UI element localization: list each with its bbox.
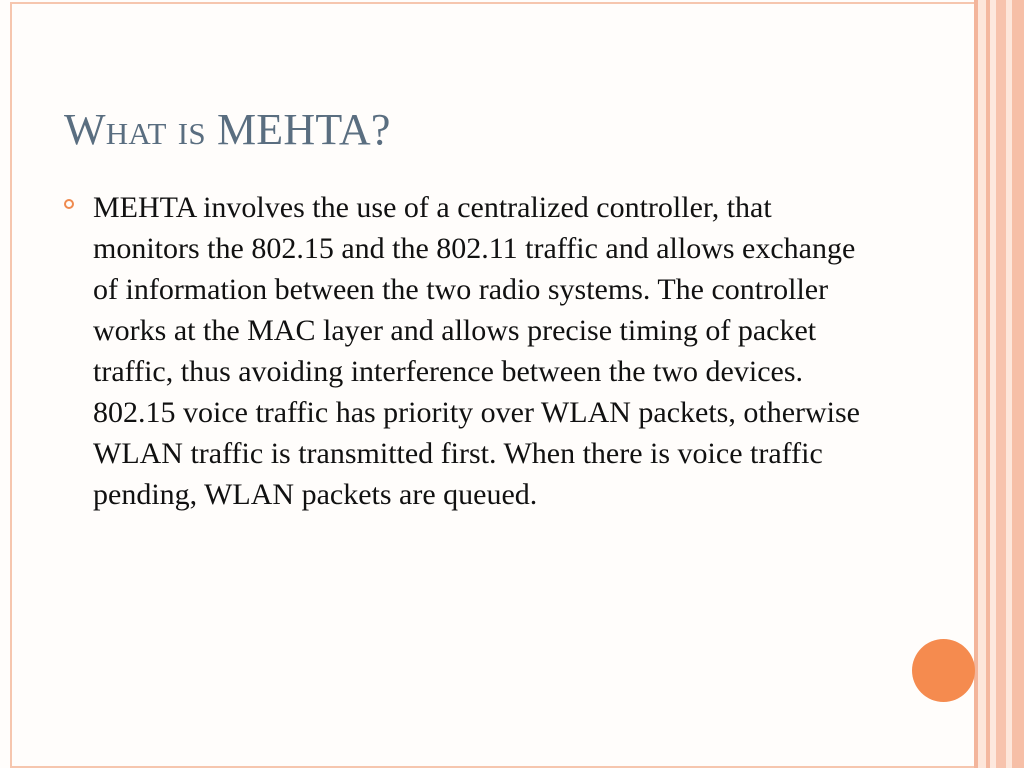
bullet-circle-icon [64,199,74,209]
frame-left-line [10,2,12,768]
frame-top-line [10,2,974,4]
bullet-text: MEHTA involves the use of a centralized controller, that monitors the 802.15 and the 802.11 traffic and allows exchange of information between the two radio systems. The controller works at the MAC layer and allows precise timing of packet traffic, thus avoiding interference between the two devices. 802.15 voice traffic has priority over WLAN packets, otherwise WLAN traffic is transmitted first. When there is voice traffic pending, WLAN packets are queued. [93,191,860,511]
decorative-stripe [1012,0,1024,768]
decorative-stripe [978,0,986,768]
decorative-circle [912,639,975,702]
slide-title: What is MEHTA? [64,105,391,154]
decorative-stripe [996,0,1006,768]
bullet-list [64,187,884,515]
